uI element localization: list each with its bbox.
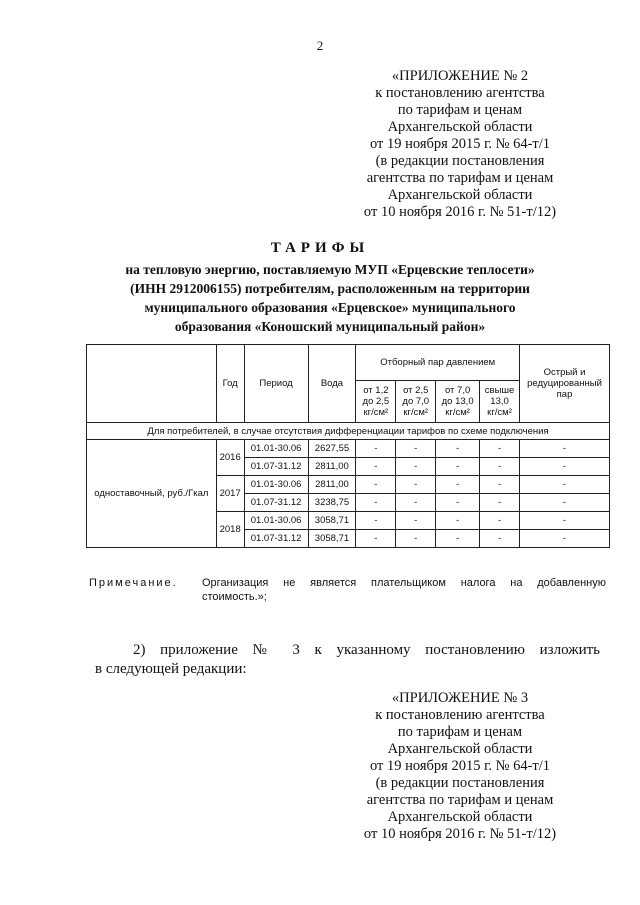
header-sharp-line: редуцированный: [527, 378, 602, 389]
water-value: 3238,75: [308, 494, 356, 512]
year-cell: 2018: [216, 512, 244, 548]
dash-cell: -: [396, 476, 436, 494]
dash-cell: -: [396, 494, 436, 512]
appendix-2-line: Архангельской области: [387, 119, 533, 135]
period-cell: 01.07-31.12: [244, 530, 308, 548]
subtitle-line: муниципального образования «Ерцевское» муниципального: [144, 300, 516, 315]
water-value: 2811,00: [308, 458, 356, 476]
tariff-table: [86, 344, 610, 548]
appendix-2-line: по тарифам и ценам: [397, 102, 523, 118]
appendix-3-line: Архангельской области: [387, 809, 533, 825]
note-label: Примечание.: [89, 577, 178, 589]
dash-cell: -: [356, 494, 396, 512]
water-value: 3058,71: [308, 530, 356, 548]
dash-cell: -: [520, 476, 610, 494]
appendix-3-line: агентства по тарифам и ценам: [366, 792, 554, 808]
dash-cell: -: [356, 530, 396, 548]
header-pressure-2: от 2,5 до 7,0 кг/см²: [396, 381, 436, 423]
appendix-3-line: от 10 ноября 2016 г. № 51-т/12): [363, 826, 557, 842]
row-label: одноставочный, руб./Гкал: [87, 440, 217, 548]
header-sharp-line: пар: [556, 389, 573, 400]
subtitle-line: на тепловую энергию, поставляемую МУП «Ерцевские теплосети»: [125, 262, 535, 277]
header-pressure-1: от 1,2 до 2,5 кг/см²: [356, 381, 396, 423]
dash-cell: -: [356, 440, 396, 458]
period-cell: 01.01-30.06: [244, 512, 308, 530]
appendix-3-header: [340, 690, 580, 843]
water-value: 2811,00: [308, 476, 356, 494]
dash-cell: -: [480, 530, 520, 548]
appendix-3-line: по тарифам и ценам: [397, 724, 523, 740]
appendix-2-line: «ПРИЛОЖЕНИЕ № 2: [391, 68, 529, 84]
dash-cell: -: [480, 494, 520, 512]
dash-cell: -: [436, 476, 480, 494]
dash-cell: -: [356, 476, 396, 494]
appendix-2-line: от 19 ноября 2015 г. № 64-т/1: [369, 136, 551, 152]
dash-cell: -: [356, 458, 396, 476]
document-subtitle: [80, 260, 580, 336]
header-pressure-3: от 7,0 до 13,0 кг/см²: [436, 381, 480, 423]
dash-cell: -: [396, 458, 436, 476]
appendix-3-line: к постановлению агентства: [375, 707, 545, 723]
document-title: ТАРИФЫ: [270, 240, 370, 256]
header-pressure-4: свыше 13,0 кг/см²: [480, 381, 520, 423]
appendix-2-line: (в редакции постановления: [375, 153, 545, 169]
subtitle-line: (ИНН 2912006155) потребителям, расположенным на территории: [130, 281, 530, 296]
dash-cell: -: [520, 440, 610, 458]
appendix-2-line: от 10 ноября 2016 г. № 51-т/12): [363, 204, 557, 220]
appendix-3-line: от 19 ноября 2015 г. № 64-т/1: [369, 758, 551, 774]
header-steam-group: Отборный пар давлением: [356, 345, 520, 381]
dash-cell: -: [356, 512, 396, 530]
header-sharp-steam: [520, 345, 610, 423]
year-cell: 2016: [216, 440, 244, 476]
dash-cell: -: [396, 530, 436, 548]
dash-cell: -: [480, 476, 520, 494]
dash-cell: -: [520, 530, 610, 548]
header-sharp-line: Острый и: [543, 367, 586, 378]
header-year: Год: [216, 345, 244, 423]
dash-cell: -: [520, 494, 610, 512]
appendix-2-line: к постановлению агентства: [375, 85, 545, 101]
period-cell: 01.01-30.06: [244, 476, 308, 494]
dash-cell: -: [436, 494, 480, 512]
appendix-2-header: [340, 68, 580, 221]
header-water: Вода: [308, 345, 356, 423]
dash-cell: -: [480, 512, 520, 530]
period-cell: 01.07-31.12: [244, 494, 308, 512]
appendix-3-line: Архангельской области: [387, 741, 533, 757]
dash-cell: -: [480, 458, 520, 476]
appendix-2-line: Архангельской области: [387, 187, 533, 203]
appendix-3-line: «ПРИЛОЖЕНИЕ № 3: [391, 690, 529, 706]
subtitle-line: образования «Коношский муниципальный район»: [174, 319, 486, 334]
dash-cell: -: [520, 458, 610, 476]
dash-cell: -: [396, 440, 436, 458]
appendix-3-line: (в редакции постановления: [375, 775, 545, 791]
dash-cell: -: [436, 512, 480, 530]
page-number: 2: [316, 38, 324, 53]
note-text: Организация не является плательщиком налога на добавленную: [202, 577, 606, 589]
water-value: 2627,55: [308, 440, 356, 458]
dash-cell: -: [480, 440, 520, 458]
appendix-2-line: агентства по тарифам и ценам: [366, 170, 554, 186]
dash-cell: -: [436, 458, 480, 476]
dash-cell: -: [436, 530, 480, 548]
note-text-continued: стоимость.»;: [202, 591, 267, 603]
section-row: Для потребителей, в случае отсутствия дифференциации тарифов по схеме подключения: [87, 423, 610, 440]
water-value: 3058,71: [308, 512, 356, 530]
amendment-paragraph-continued: в следующей редакции:: [95, 661, 247, 677]
year-cell: 2017: [216, 476, 244, 512]
period-cell: 01.07-31.12: [244, 458, 308, 476]
dash-cell: -: [436, 440, 480, 458]
header-period: Период: [244, 345, 308, 423]
period-cell: 01.01-30.06: [244, 440, 308, 458]
dash-cell: -: [396, 512, 436, 530]
header-empty-cell: [87, 345, 217, 423]
amendment-paragraph: 2) приложение № 3 к указанному постановлению изложить: [133, 642, 600, 658]
dash-cell: -: [520, 512, 610, 530]
